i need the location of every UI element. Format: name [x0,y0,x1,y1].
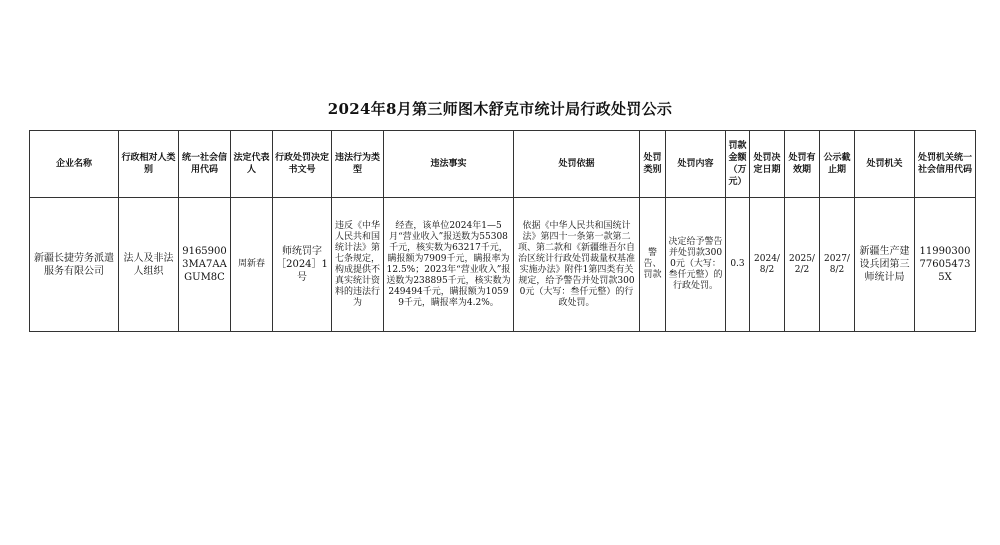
header-deadline: 公示截止期 [820,131,855,198]
header-penalty-type: 处罚类别 [640,131,666,198]
header-facts: 违法事实 [384,131,514,198]
cell-validity: 2025/2/2 [785,198,820,332]
cell-credit-code: 91659003MA7AAGUM8C [179,198,231,332]
cell-authority: 新疆生产建设兵团第三师统计局 [855,198,915,332]
penalty-table [29,130,976,332]
header-authority: 处罚机关 [855,131,915,198]
cell-content: 决定给予警告并处罚款3000元（大写：叁仟元整）的行政处罚。 [666,198,726,332]
cell-category: 法人及非法人组织 [119,198,179,332]
cell-violation-type: 违反《中华人民共和国统计法》第七条规定，构成提供不真实统计资料的违法行为 [332,198,384,332]
header-credit-code: 统一社会信用代码 [179,131,231,198]
header-validity: 处罚有效期 [785,131,820,198]
header-amount: 罚款金额（万元） [726,131,750,198]
cell-penalty-type: 警告、罚款 [640,198,666,332]
cell-decision-date: 2024/8/2 [750,198,785,332]
cell-legal-rep: 周新春 [231,198,273,332]
header-category: 行政相对人类别 [119,131,179,198]
cell-deadline: 2027/8/2 [820,198,855,332]
header-basis: 处罚依据 [514,131,640,198]
header-violation-type: 违法行为类型 [332,131,384,198]
header-legal-rep: 法定代表人 [231,131,273,198]
cell-authority-code: 11990300776054735X [915,198,976,332]
page-title: 2024年8月第三师图木舒克市统计局行政处罚公示 [327,100,673,118]
table-header-row [30,131,976,198]
header-company: 企业名称 [30,131,119,198]
header-decision-date: 处罚决定日期 [750,131,785,198]
cell-doc-no: 师统罚字［2024］1号 [273,198,332,332]
cell-company: 新疆长捷劳务派遣服务有限公司 [30,198,119,332]
cell-facts: 经查，该单位2024年1—5月“营业收入”报送数为55308千元，核实数为63217千元，瞒报额为7909千元，瞒报率为12.5%；2023年“营业收入”报送数为238895千元，核实数为249494千元，瞒报额为10599千元，瞒报率为4.2%。 [384,198,514,332]
header-authority-code: 处罚机关统一社会信用代码 [915,131,976,198]
header-content: 处罚内容 [666,131,726,198]
header-doc-no: 行政处罚决定书文号 [273,131,332,198]
cell-basis: 依据《中华人民共和国统计法》第四十一条第一款第二项、第二款和《新疆维吾尔自治区统计行政处罚裁量权基准实施办法》附件1第四类有关规定，给予警告并处罚款3000元（大写：叁仟元整）的行政处罚。 [514,198,640,332]
cell-amount: 0.3 [726,198,750,332]
table-row [30,198,976,332]
